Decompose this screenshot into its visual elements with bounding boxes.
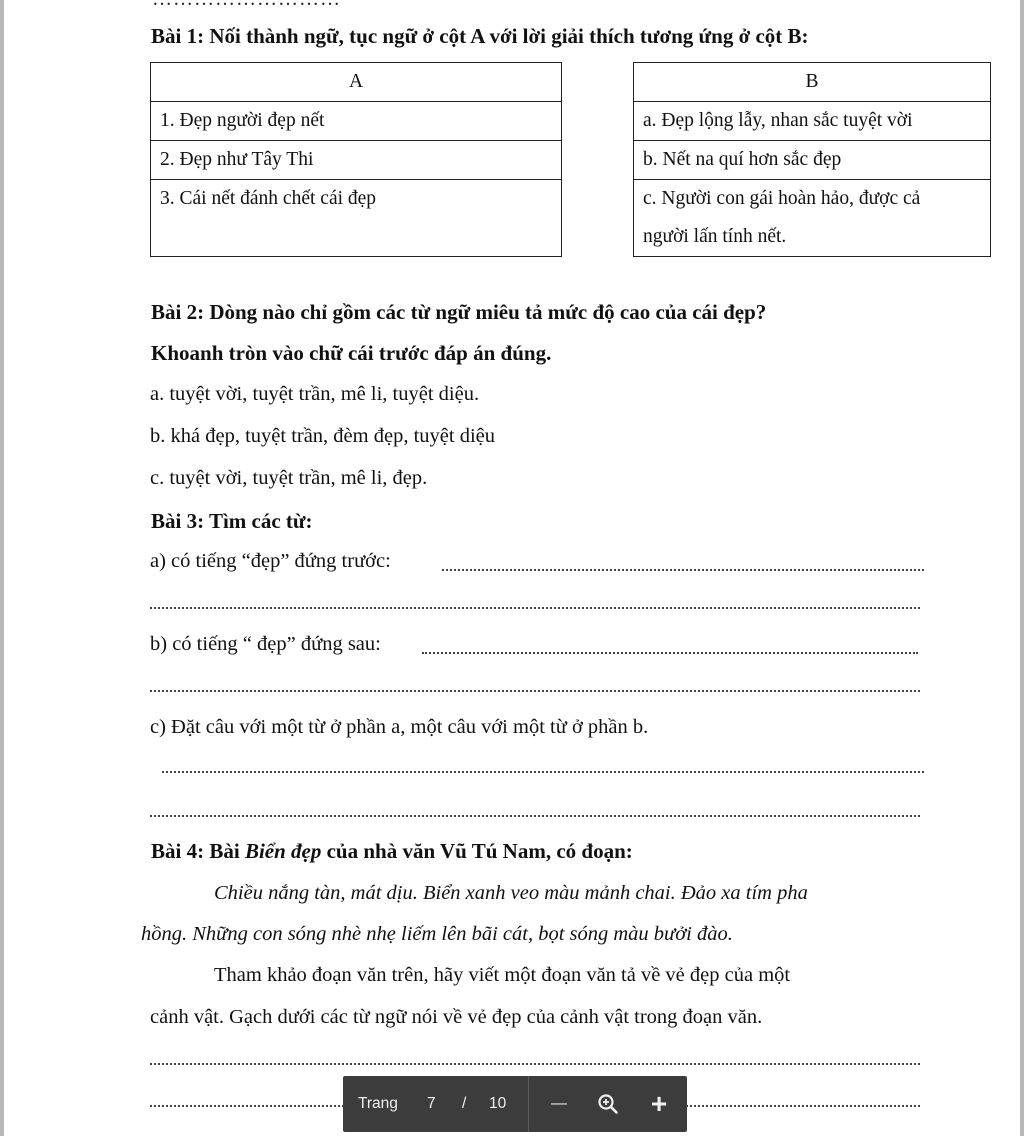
zoom-icon bbox=[597, 1093, 619, 1115]
ex4-task-line1: Tham khảo đoạn văn trên, hãy viết một đoạn văn tả về vẻ đẹp của một bbox=[214, 964, 791, 986]
page-toolbar bbox=[343, 1076, 687, 1132]
answer-line bbox=[442, 569, 924, 571]
answer-line bbox=[150, 1063, 920, 1065]
total-pages: 10 bbox=[489, 1095, 507, 1112]
table-a-row: 3. Cái nết đánh chết cái đẹp bbox=[151, 180, 562, 257]
divider bbox=[528, 1076, 529, 1132]
zoom-out-button[interactable] bbox=[542, 1076, 576, 1132]
table-a-header: A bbox=[151, 63, 562, 102]
zoom-in-button[interactable] bbox=[643, 1076, 675, 1132]
ex4-title-suffix: của nhà văn Vũ Tú Nam, có đoạn: bbox=[321, 839, 633, 863]
ex2-option-a: a. tuyệt vời, tuyệt trần, mê li, tuyệt diệu. bbox=[150, 383, 480, 405]
table-b-row: b. Nết na quí hơn sắc đẹp bbox=[634, 141, 991, 180]
table-b-row-line1: c. Người con gái hoàn hảo, được cả bbox=[643, 188, 921, 209]
ex3-part-b: b) có tiếng “ đẹp” đứng sau: bbox=[150, 633, 381, 655]
top-dots bbox=[152, 0, 341, 11]
ex2-option-c: c. tuyệt vời, tuyệt trần, mê li, đẹp. bbox=[150, 467, 428, 489]
current-page[interactable]: 7 bbox=[427, 1095, 436, 1112]
zoom-button[interactable] bbox=[593, 1076, 623, 1132]
ex1-title: Bài 1: Nối thành ngữ, tục ngữ ở cột A với lời giải thích tương ứng ở cột B: bbox=[151, 24, 809, 48]
zoom-out-icon: — bbox=[551, 1095, 567, 1112]
table-a-row: 1. Đẹp người đẹp nết bbox=[151, 102, 562, 141]
ex2-title: Bài 2: Dòng nào chỉ gồm các từ ngữ miêu tả mức độ cao của cái đẹp? bbox=[151, 300, 767, 324]
ex4-title-work: Biển đẹp bbox=[244, 839, 322, 863]
answer-line bbox=[422, 652, 918, 654]
ex4-task-line2: cảnh vật. Gạch dưới các từ ngữ nói về vẻ đẹp của cảnh vật trong đoạn văn. bbox=[150, 1006, 763, 1028]
page-separator: / bbox=[462, 1095, 467, 1112]
table-b bbox=[633, 62, 991, 257]
table-b-row-line2: người lấn tính nết. bbox=[643, 226, 787, 247]
table-b-row bbox=[634, 180, 991, 257]
ex4-quote-line1: Chiều nắng tàn, mát dịu. Biển xanh veo màu mảnh chai. Đảo xa tím pha bbox=[214, 882, 808, 904]
table-a bbox=[150, 62, 562, 257]
ex4-quote-line2: hồng. Những con sóng nhè nhẹ liếm lên bãi cát, bọt sóng màu bưởi đào. bbox=[141, 923, 733, 945]
ex2-option-b: b. khá đẹp, tuyệt trần, đèm đẹp, tuyệt diệu bbox=[150, 425, 495, 447]
page-label: Trang bbox=[358, 1095, 398, 1112]
ex4-title bbox=[151, 839, 633, 864]
ex3-title: Bài 3: Tìm các từ: bbox=[151, 509, 313, 533]
answer-line bbox=[150, 607, 920, 609]
ex4-title-prefix: Bài 4: Bài bbox=[151, 839, 245, 863]
table-b-header: B bbox=[634, 63, 991, 102]
answer-line bbox=[150, 815, 920, 817]
answer-line bbox=[150, 690, 920, 692]
answer-line bbox=[162, 771, 924, 773]
table-a-row: 2. Đẹp như Tây Thi bbox=[151, 141, 562, 180]
table-b-row: a. Đẹp lộng lẫy, nhan sắc tuyệt vời bbox=[634, 102, 991, 141]
ex2-instruction: Khoanh tròn vào chữ cái trước đáp án đúng. bbox=[151, 341, 552, 365]
zoom-in-icon: + bbox=[650, 1088, 668, 1119]
document-page bbox=[4, 0, 1020, 1136]
ex3-part-c: c) Đặt câu với một từ ở phần a, một câu với một từ ở phần b. bbox=[150, 716, 649, 738]
ex3-part-a: a) có tiếng “đẹp” đứng trước: bbox=[150, 550, 391, 572]
